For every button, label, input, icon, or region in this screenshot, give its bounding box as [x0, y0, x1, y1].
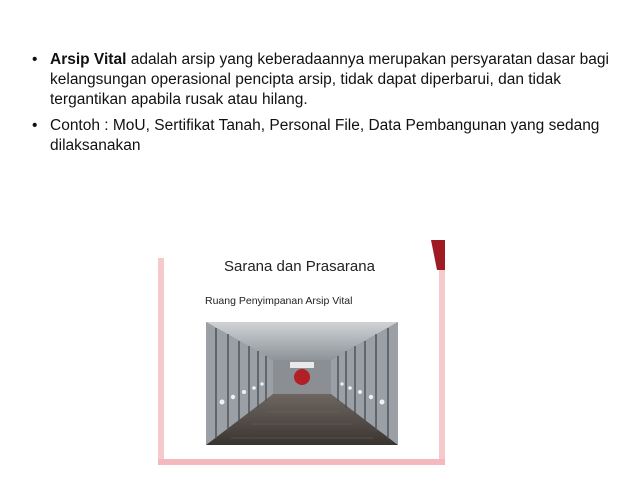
bullet-item-example	[30, 116, 615, 156]
corner-accent-icon	[427, 240, 445, 270]
embedded-slide	[158, 240, 445, 465]
slide-title: Sarana dan Prasarana	[224, 258, 375, 275]
bullet-item-definition	[30, 50, 615, 110]
bullet-text: adalah arsip yang keberadaannya merupakan persyaratan dasar bagi kelangsungan operasional pencipta arsip, tidak dapat diperbarui, dan tidak tergantikan apabila rusak atau hilang.	[50, 51, 609, 108]
frame-border-left	[158, 258, 164, 465]
bullet-text: Contoh : MoU, Sertifikat Tanah, Personal File, Data Pembangunan yang sedang dilaksanakan	[50, 117, 600, 154]
slide-subtitle: Ruang Penyimpanan Arsip Vital	[205, 295, 353, 307]
archive-storage-room-photo	[206, 322, 398, 445]
bullet-list	[30, 50, 615, 162]
frame-border-right	[439, 258, 445, 465]
bullet-dot-icon: •	[32, 117, 38, 134]
frame-border-bottom	[158, 459, 445, 465]
bullet-dot-icon: •	[32, 51, 38, 68]
bullet-bold-term: Arsip Vital	[50, 51, 127, 68]
